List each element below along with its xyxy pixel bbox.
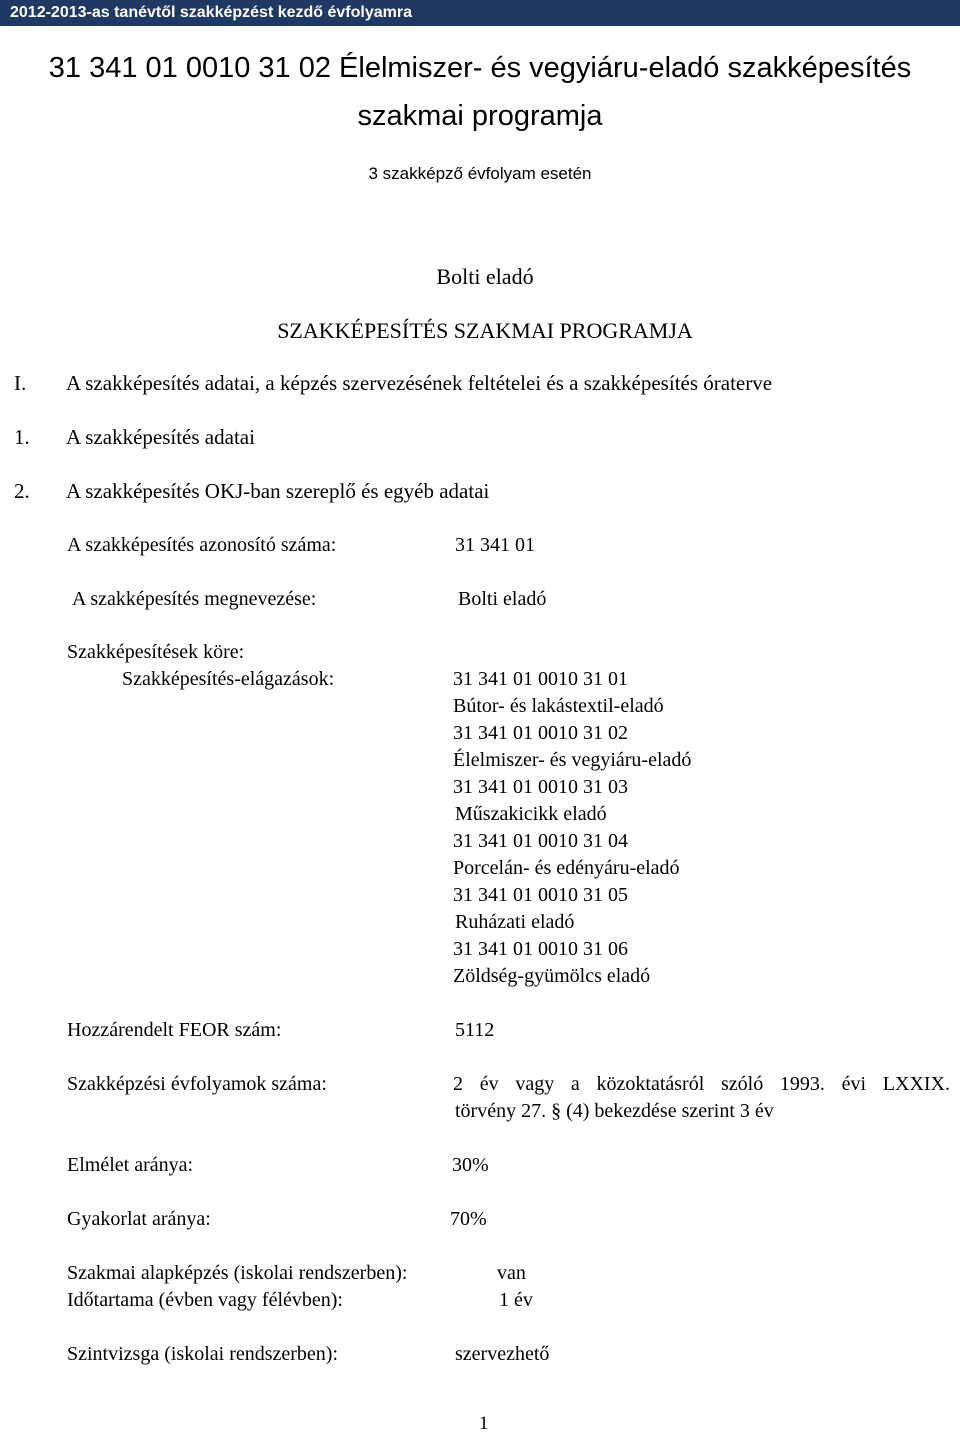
label-gyakorlat: Gyakorlat aránya: [67, 1208, 211, 1230]
section-num-2: 2. [14, 479, 30, 503]
title-line-1: 31 341 01 0010 31 02 Élelmiszer- és vegyiáru-eladó szakképesítés [48, 52, 912, 84]
branch-code: 31 341 01 0010 31 04 [453, 830, 628, 852]
branch-code: 31 341 01 0010 31 06 [453, 938, 628, 960]
section-title-1: A szakképesítés adatai [66, 425, 255, 449]
branch-name: Műszakicikk eladó [455, 803, 607, 825]
label-elmelet: Elmélet aránya: [67, 1154, 194, 1176]
branch-name: Élelmiszer- és vegyiáru-eladó [453, 749, 692, 771]
label-szintvizsga: Szintvizsga (iskolai rendszerben): [67, 1343, 339, 1365]
branch-code: 31 341 01 0010 31 05 [453, 884, 628, 906]
branch-name: Porcelán- és edényáru-eladó [453, 857, 680, 879]
label-azonosito: A szakképesítés azonosító száma: [67, 534, 337, 556]
value-szintvizsga: szervezhető [455, 1343, 550, 1365]
label-evfolyamok: Szakképzési évfolyamok száma: [67, 1073, 327, 1095]
header-band-text: 2012-2013-as tanévtől szakképzést kezdő évfolyamra [10, 4, 412, 21]
value-megnevezes: Bolti eladó [458, 588, 547, 610]
section-title-2: A szakképesítés OKJ-ban szereplő és egyéb adatai [66, 479, 490, 503]
branch-code: 31 341 01 0010 31 02 [453, 722, 628, 744]
label-megnevezes: A szakképesítés megnevezése: [72, 588, 317, 610]
label-idotartam: Időtartama (évben vagy félévben): [67, 1289, 343, 1311]
section-num-1: 1. [14, 425, 30, 449]
program-name: Bolti eladó [436, 264, 534, 289]
program-heading: SZAKKÉPESÍTÉS SZAKMAI PROGRAMJA [277, 318, 693, 343]
section-num-I: I. [14, 371, 27, 395]
label-feor: Hozzárendelt FEOR szám: [67, 1019, 282, 1041]
header-band [0, 0, 960, 26]
value-idotartam: 1 év [499, 1289, 533, 1311]
label-kore: Szakképesítések köre: [67, 641, 245, 663]
branch-code: 31 341 01 0010 31 03 [453, 776, 628, 798]
section-title-I: A szakképesítés adatai, a képzés szervezésének feltételei és a szakképesítés óraterve [66, 371, 773, 395]
branch-code: 31 341 01 0010 31 01 [453, 668, 628, 690]
page-number: 1 [479, 1413, 489, 1434]
branch-name: Ruházati eladó [455, 911, 575, 933]
title-line-2: szakmai programja [357, 100, 603, 132]
value-elmelet: 30% [452, 1154, 489, 1176]
value-evfolyamok-line1: 2 év vagy a közoktatásról szóló 1993. évi LXXIX. [453, 1073, 950, 1095]
subtitle: 3 szakképző évfolyam esetén [368, 164, 592, 183]
branch-name: Bútor- és lakástextil-eladó [453, 695, 664, 717]
branch-name: Zöldség-gyümölcs eladó [453, 965, 651, 987]
label-elagazasok: Szakképesítés-elágazások: [122, 668, 335, 690]
value-evfolyamok-line2: törvény 27. § (4) bekezdése szerint 3 év [455, 1100, 774, 1122]
value-gyakorlat: 70% [450, 1208, 487, 1230]
label-alapkepzes: Szakmai alapképzés (iskolai rendszerben): [67, 1262, 408, 1284]
value-azonosito: 31 341 01 [455, 534, 535, 556]
value-feor: 5112 [455, 1019, 495, 1041]
value-alapkepzes: van [497, 1262, 526, 1284]
